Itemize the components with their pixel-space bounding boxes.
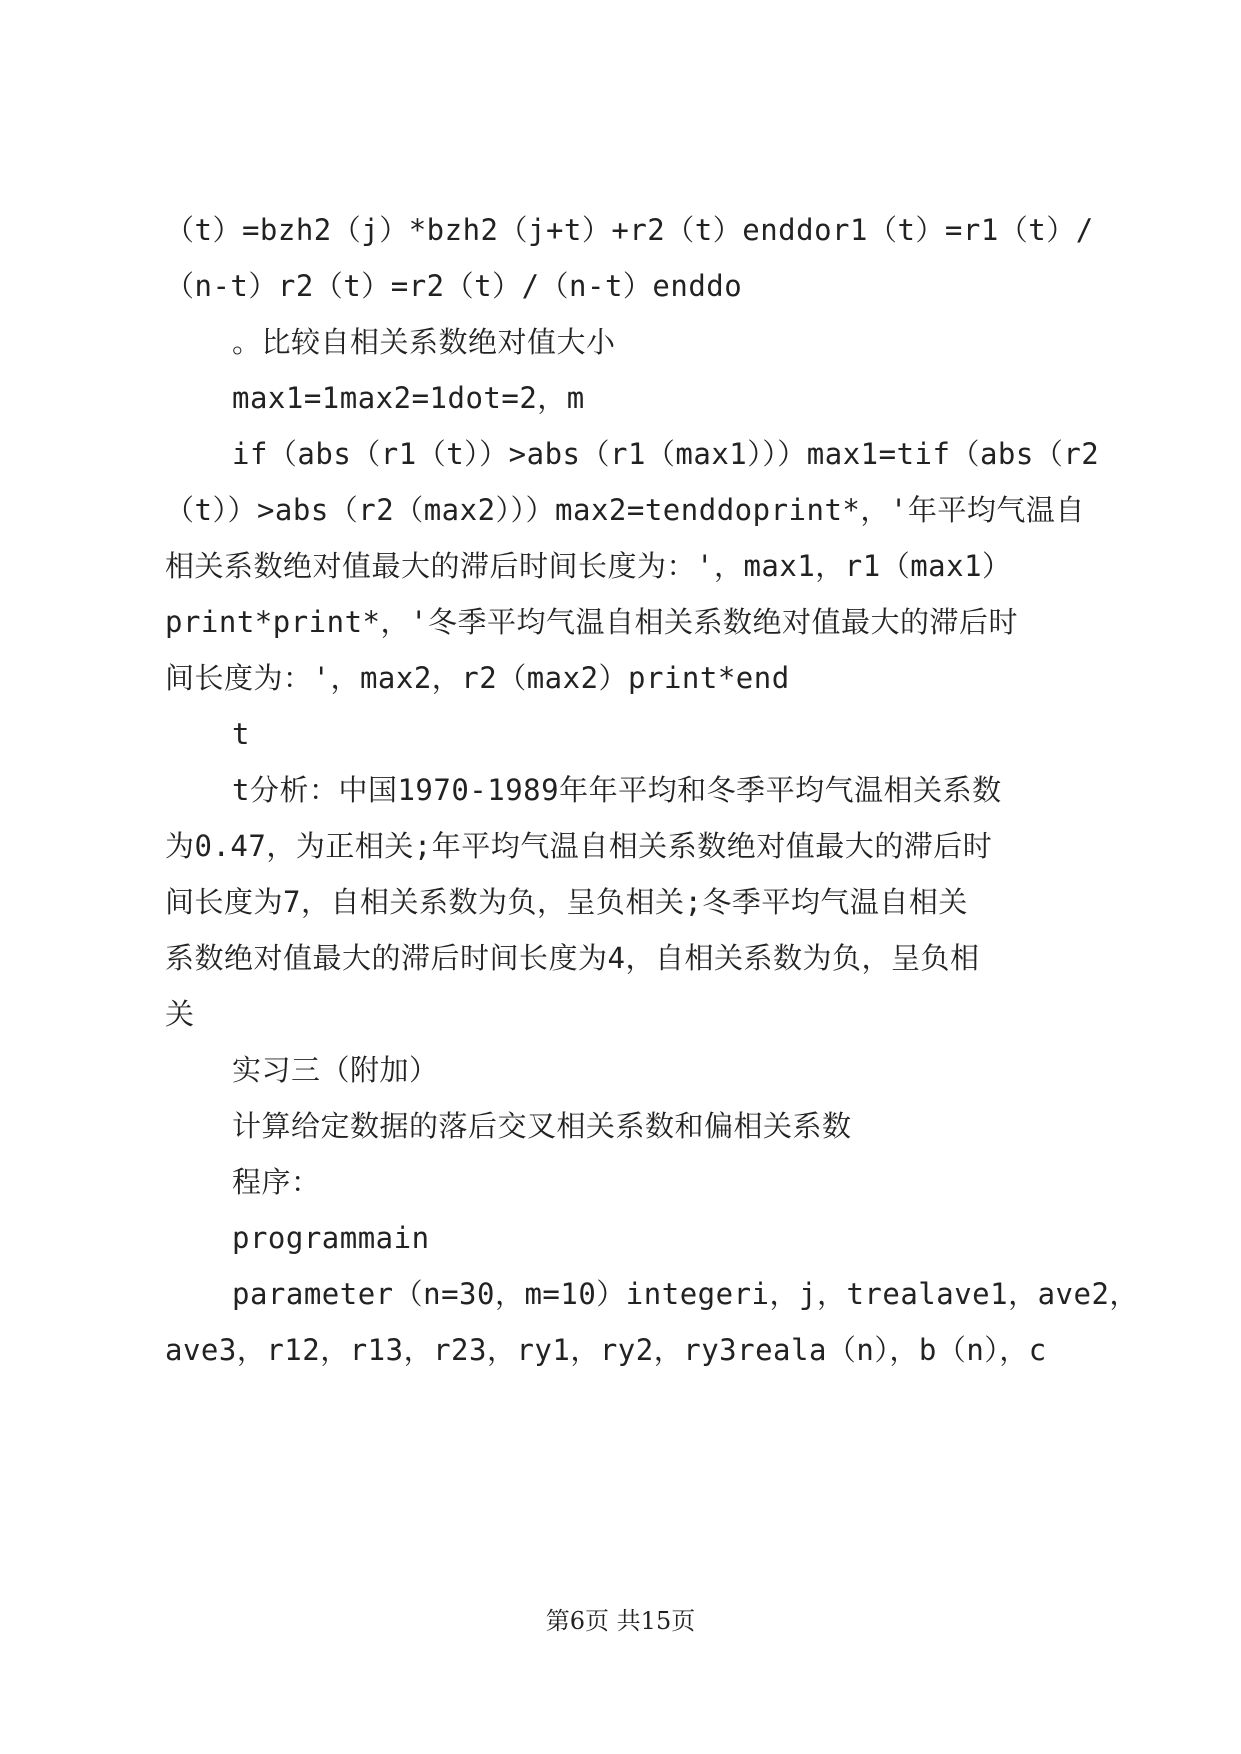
text-line: if（abs（r1（t））>abs（r1（max1）））max1=tif（abs（r2 — [232, 437, 1100, 471]
text-line: （t））>abs（r2（max2）））max2=tenddoprint*，'年平均气温自 — [165, 493, 1085, 527]
text-line: t分析：中国1970-1989年年平均和冬季平均气温相关系数 — [232, 773, 1002, 807]
text-line: ave3，r12，r13，r23，ry1，ry2，ry3reala（n），b（n），c — [165, 1333, 1047, 1367]
text-line: programmain — [232, 1221, 430, 1255]
text-line: （n-t）r2（t）=r2（t）/（n-t）enddo — [165, 269, 743, 303]
text-line: t — [232, 717, 250, 751]
text-line: 间长度为：'，max2，r2（max2）print*end — [165, 661, 790, 695]
text-line: 间长度为7，自相关系数为负，呈负相关;冬季平均气温自相关 — [165, 885, 968, 919]
page-footer: 第6页 共15页 — [545, 1607, 696, 1635]
text-line: （t）=bzh2（j）*bzh2（j+t）+r2（t）enddor1（t）=r1（t）/ — [165, 213, 1094, 247]
text-line: 程序： — [232, 1165, 321, 1199]
text-line: 关 — [165, 997, 195, 1031]
text-line: 为0.47，为正相关;年平均气温自相关系数绝对值最大的滞后时 — [165, 829, 993, 863]
text-line: print*print*，'冬季平均气温自相关系数绝对值最大的滞后时 — [165, 605, 1018, 639]
text-line: parameter（n=30，m=10）integeri，j，trealave1，ave2， — [232, 1277, 1139, 1311]
text-line: 相关系数绝对值最大的滞后时间长度为：'，max1，r1（max1） — [165, 549, 1012, 583]
text-line: 计算给定数据的落后交叉相关系数和偏相关系数 — [232, 1109, 852, 1143]
text-line: 。比较自相关系数绝对值大小 — [232, 325, 616, 359]
text-line: 系数绝对值最大的滞后时间长度为4，自相关系数为负，呈负相 — [165, 941, 980, 975]
text-line: max1=1max2=1dot=2，m — [232, 381, 585, 415]
section-heading: 实习三（附加） — [232, 1053, 439, 1087]
